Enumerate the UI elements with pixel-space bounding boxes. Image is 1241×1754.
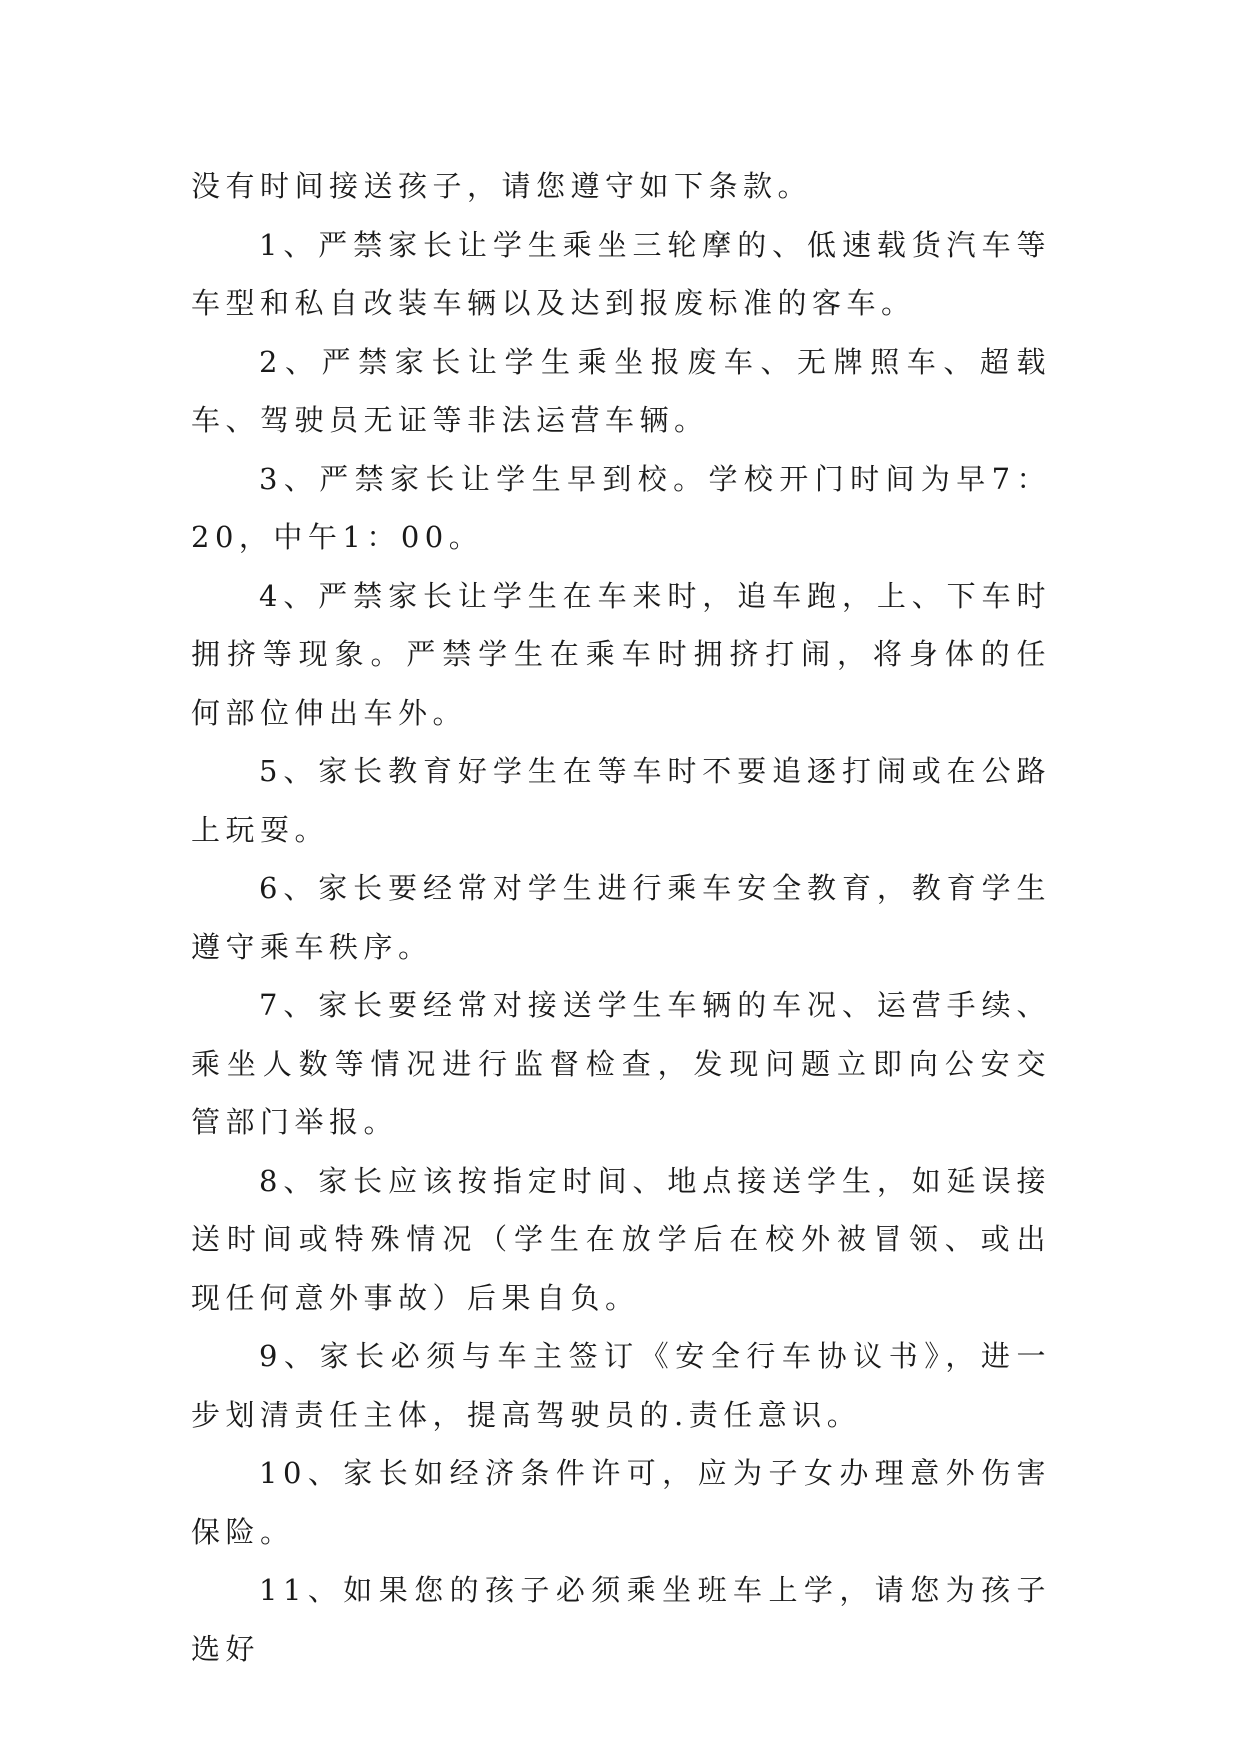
paragraph-clause-4: 4、严禁家长让学生在车来时，追车跑，上、下车时拥挤等现象。严禁学生在乘车时拥挤打闹，将身体的任何部位伸出车外。	[191, 578, 1051, 730]
paragraph-clause-8: 8、家长应该按指定时间、地点接送学生，如延误接送时间或特殊情况（学生在放学后在校外被冒领、或出现任何意外事故）后果自负。	[191, 1163, 1051, 1315]
paragraph-clause-11: 11、如果您的孩子必须乘坐班车上学，请您为孩子选好	[191, 1573, 1051, 1666]
paragraph-clause-6: 6、家长要经常对学生进行乘车安全教育，教育学生遵守乘车秩序。	[191, 871, 1051, 964]
paragraph-clause-5: 5、家长教育好学生在等车时不要追逐打闹或在公路上玩耍。	[191, 754, 1051, 847]
paragraph-clause-7: 7、家长要经常对接送学生车辆的车况、运营手续、乘坐人数等情况进行监督检查，发现问题立即向公安交管部门举报。	[191, 988, 1051, 1139]
paragraph-clause-10: 10、家长如经济条件许可，应为子女办理意外伤害保险。	[191, 1456, 1051, 1549]
paragraph-clause-3: 3、严禁家长让学生早到校。学校开门时间为早7：20，中午1：00。	[191, 461, 1051, 554]
document-body	[191, 157, 1051, 1678]
paragraph-intro: 没有时间接送孩子，请您遵守如下条款。	[191, 169, 813, 203]
paragraph-clause-1: 1、严禁家长让学生乘坐三轮摩的、低速载货汽车等车型和私自改装车辆以及达到报废标准的客车。	[191, 227, 1051, 320]
paragraph-clause-9: 9、家长必须与车主签订《安全行车协议书》，进一步划清责任主体，提高驾驶员的.责任意识。	[191, 1339, 1051, 1432]
paragraph-clause-2: 2、严禁家长让学生乘坐报废车、无牌照车、超载车、驾驶员无证等非法运营车辆。	[191, 344, 1051, 437]
